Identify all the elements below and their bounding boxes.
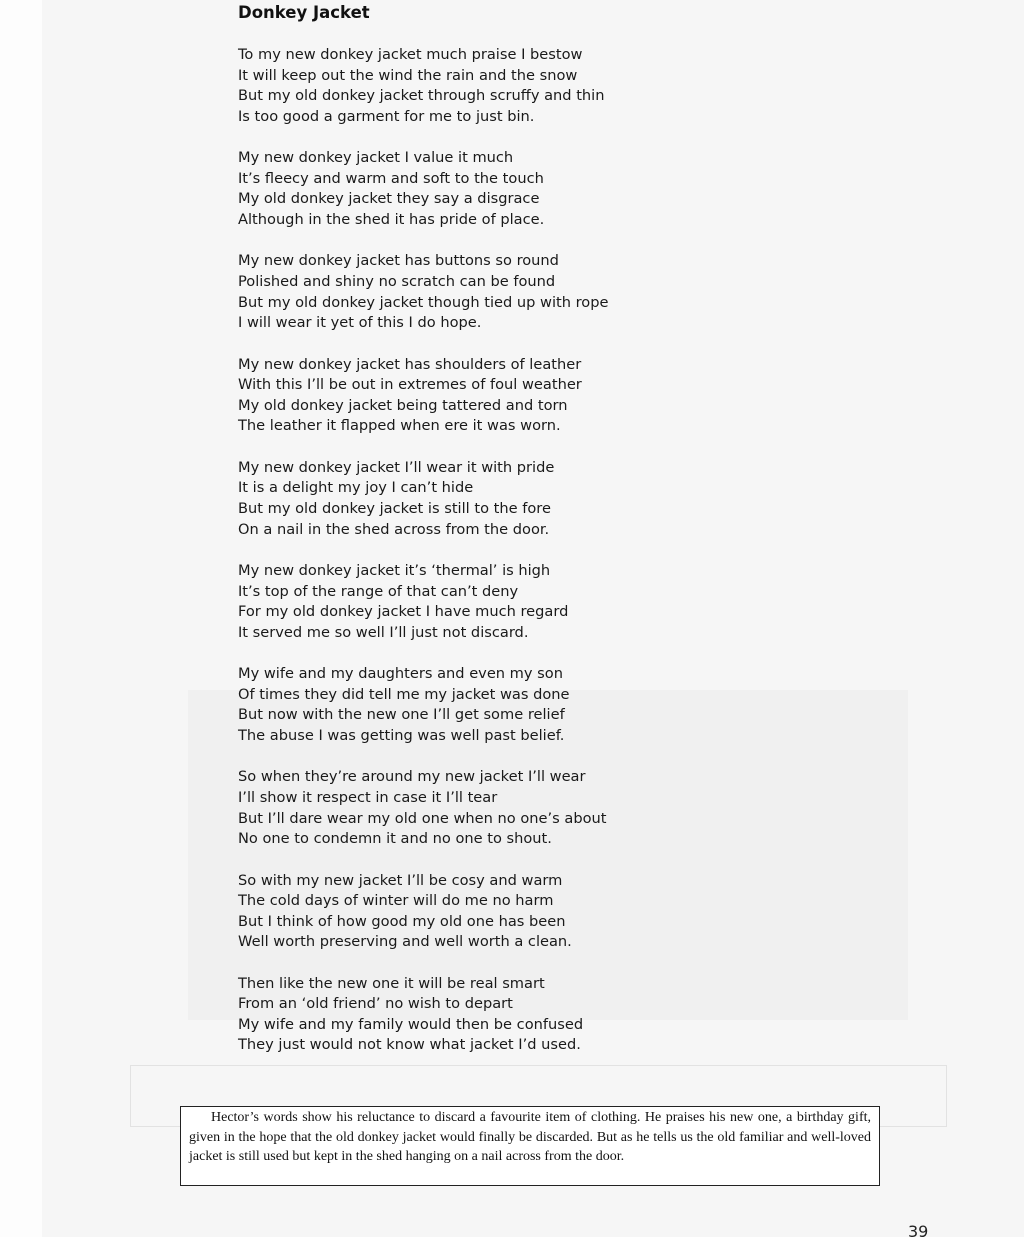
poem-line: Is too good a garment for me to just bin.: [238, 107, 535, 125]
poem-line: My new donkey jacket it’s ‘thermal’ is high: [238, 561, 551, 579]
poem-title: Donkey Jacket: [238, 3, 370, 22]
stanza: [238, 767, 638, 849]
poem-line: From an ‘old friend’ no wish to depart: [238, 995, 513, 1013]
poem-line: But now with the new one I’ll get some relief: [238, 706, 565, 724]
stanza: [238, 355, 638, 437]
poem-line: But my old donkey jacket is still to the fore: [238, 499, 551, 517]
stanza: [238, 561, 638, 643]
poem-line: Although in the shed it has pride of place.: [238, 210, 545, 228]
stanza: [238, 458, 638, 540]
poem-line: My new donkey jacket has buttons so round: [238, 252, 559, 270]
poem-line: Then like the new one it will be real smart: [238, 974, 545, 992]
poem-line: For my old donkey jacket I have much regard: [238, 603, 569, 621]
poem-line: No one to condemn it and no one to shout.: [238, 830, 552, 848]
poem-line: But my old donkey jacket through scruffy and thin: [238, 87, 605, 105]
page-number: 39: [908, 1222, 929, 1241]
poem-line: Well worth preserving and well worth a clean.: [238, 933, 572, 951]
poem-line: The cold days of winter will do me no harm: [238, 892, 554, 910]
stanza: [238, 45, 638, 127]
poem-line: My wife and my daughters and even my son: [238, 665, 563, 683]
poem-line: To my new donkey jacket much praise I bestow: [238, 46, 583, 63]
stanza: [238, 664, 638, 746]
poem-line: My old donkey jacket being tattered and torn: [238, 396, 568, 414]
poem-line: Of times they did tell me my jacket was done: [238, 685, 570, 703]
poem-line: But my old donkey jacket though tied up with rope: [238, 293, 609, 311]
poem-line: So when they’re around my new jacket I’ll wear: [238, 768, 586, 786]
poem-line: So with my new jacket I’ll be cosy and warm: [238, 871, 563, 889]
poem-line: Polished and shiny no scratch can be found: [238, 272, 556, 290]
poem-line: They just would not know what jacket I’d used.: [238, 1036, 581, 1054]
poem-line: The abuse I was getting was well past belief.: [238, 726, 565, 744]
stanza: [238, 251, 638, 333]
poem-line: But I think of how good my old one has been: [238, 912, 566, 930]
poem-line: It’s fleecy and warm and soft to the touch: [238, 169, 544, 187]
poem-line: With this I’ll be out in extremes of foul weather: [238, 376, 582, 394]
page-edge: [0, 0, 42, 1237]
stanza: [238, 871, 638, 953]
commentary-box: Hector’s words show his reluctance to discard a favourite item of clothing. He praises his new one, a birthday gift, given in the hope that the old donkey jacket would finally be discarded. But as he tells us the old familiar and well-loved jacket is still used but kept in the shed hanging on a nail across from the door.: [180, 1106, 880, 1186]
poem-line: I will wear it yet of this I do hope.: [238, 314, 482, 332]
poem-line: On a nail in the shed across from the door.: [238, 520, 550, 538]
poem-line: The leather it flapped when ere it was worn.: [238, 417, 561, 435]
poem-line: I’ll show it respect in case it I’ll tear: [238, 788, 498, 806]
poem-line: My wife and my family would then be confused: [238, 1015, 584, 1033]
poem-line: It is a delight my joy I can’t hide: [238, 479, 474, 497]
poem-line: It served me so well I’ll just not discard.: [238, 623, 529, 641]
poem-line: It’s top of the range of that can’t deny: [238, 582, 519, 600]
stanza: [238, 148, 638, 230]
poem-line: My old donkey jacket they say a disgrace: [238, 190, 540, 208]
poem: [238, 45, 638, 1077]
poem-line: But I’ll dare wear my old one when no one’s about: [238, 809, 607, 827]
poem-line: It will keep out the wind the rain and the snow: [238, 66, 578, 84]
poem-line: My new donkey jacket I’ll wear it with pride: [238, 458, 555, 476]
poem-line: My new donkey jacket I value it much: [238, 149, 514, 167]
poem-line: My new donkey jacket has shoulders of leather: [238, 355, 582, 373]
stanza: [238, 974, 638, 1056]
